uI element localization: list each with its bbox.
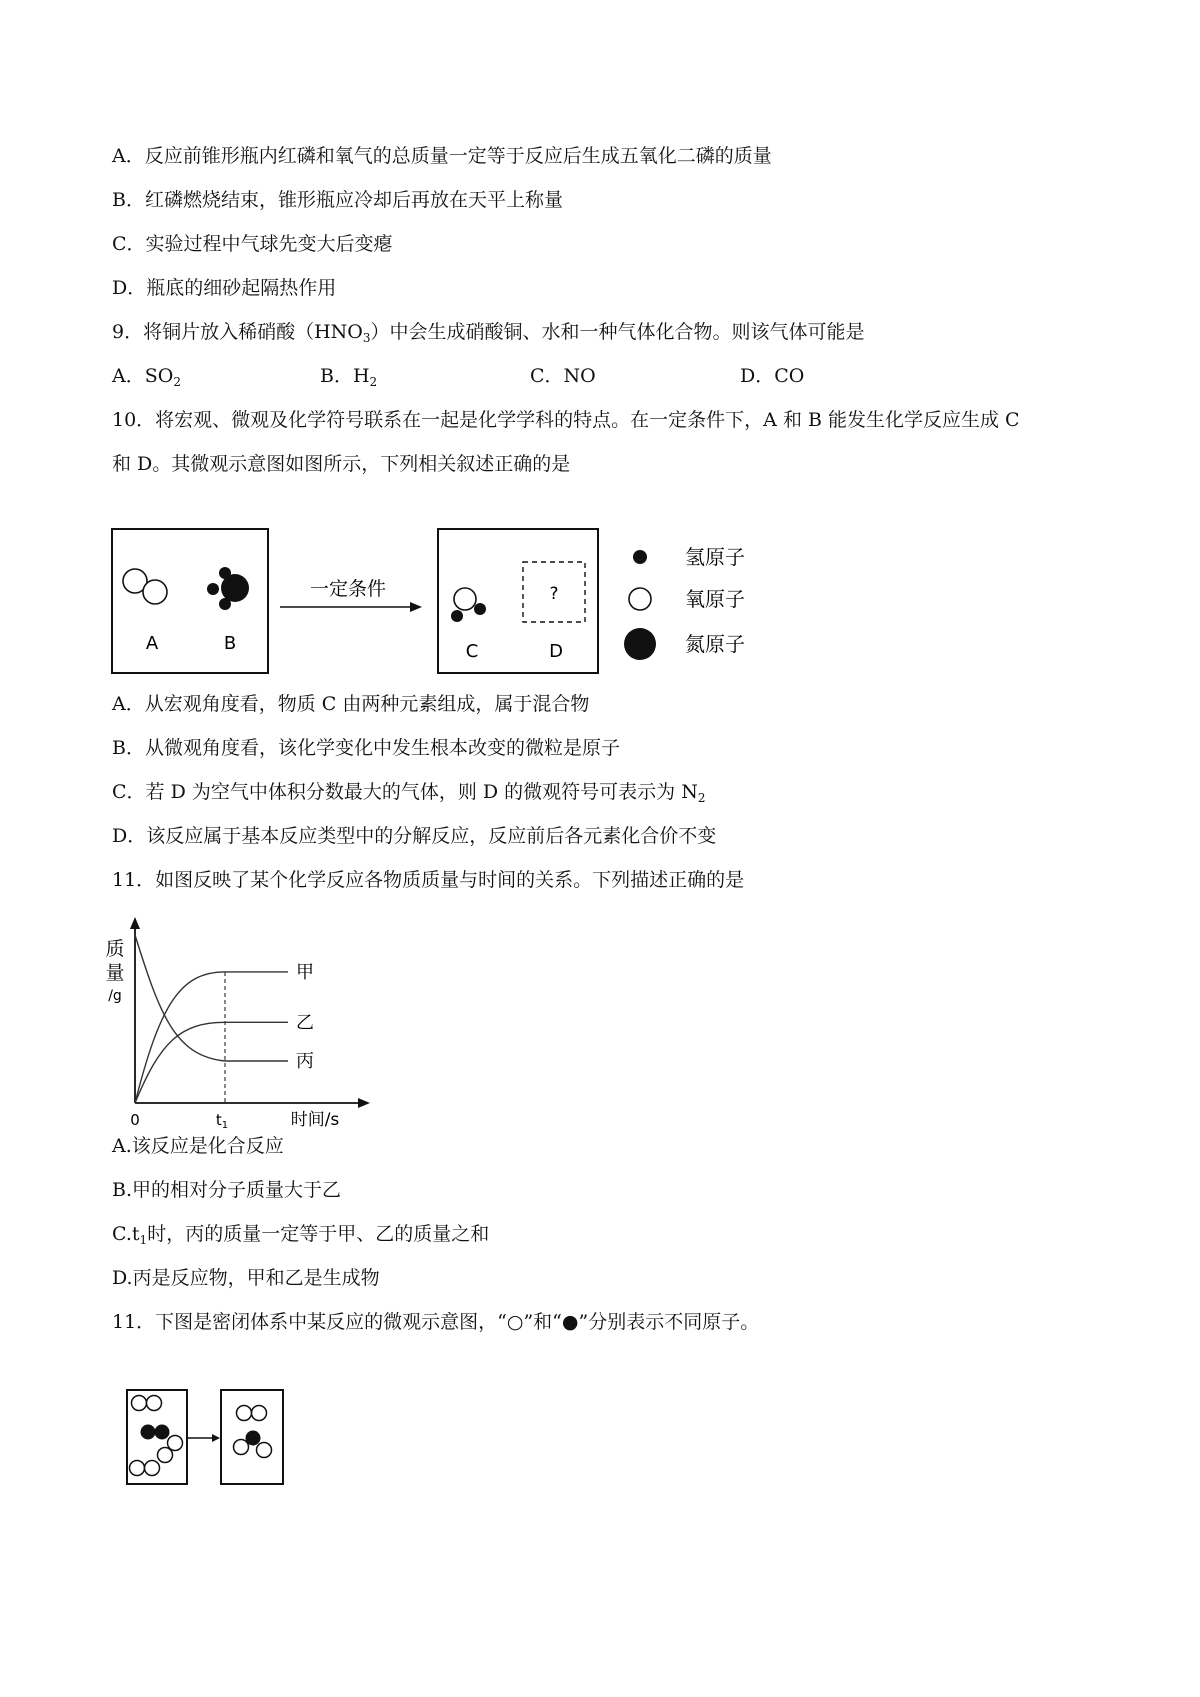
hydrogen-atom [474,603,486,615]
t1-label: $t_1$ [215,1111,229,1130]
x-axis-arrow [358,1098,370,1108]
q11a-option-a: A.该反应是化合反应 [112,1135,284,1157]
q11b-stem: 11．下图是密闭体系中某反应的微观示意图，“○”和“●”分别表示不同原子。 [112,1311,760,1333]
unknown-mark: ? [549,584,559,604]
q8-option-d: D．瓶底的细砂起隔热作用 [112,277,337,299]
q10-option-d: D．该反应属于基本反应类型中的分解反应，反应前后各元素化合价不变 [112,825,717,847]
white-atom [132,1396,147,1411]
label-b: B [223,633,237,654]
white-atom [237,1406,252,1421]
hydrogen-atom [451,610,463,622]
legend-hydrogen-icon [633,550,647,564]
black-atom [155,1425,170,1440]
white-atom [257,1443,272,1458]
q11a-option-b: B.甲的相对分子质量大于乙 [112,1179,342,1201]
white-atom [252,1406,267,1421]
y-axis-label-1: 质 [105,938,125,960]
y-axis-unit: /g [108,988,122,1004]
legend-nitrogen-label: 氮原子 [685,632,745,656]
q8-option-b: B．红磷燃烧结束，锥形瓶应冷却后再放在天平上称量 [112,189,563,211]
q10-micro-diagram [110,527,810,677]
hydrogen-atom [219,598,231,610]
q9-stem: 9．将铜片放入稀硝酸$(HNO_3)$中会生成硝酸铜、水和一种气体化合物。则该气体可能是 [112,321,865,345]
label-a: A [145,633,159,654]
series-label-1: 乙 [296,1012,314,1034]
black-atom [141,1425,156,1440]
label-d: D [549,641,563,662]
q11a-option-d: D.丙是反应物，甲和乙是生成物 [112,1267,380,1289]
q10-option-b: B．从微观角度看，该化学变化中发生根本改变的微粒是原子 [112,737,620,759]
series-line-2 [135,935,288,1061]
oxygen-atom [143,580,167,604]
reactant-box [112,529,268,673]
q8-option-c: C．实验过程中气球先变大后变瘪 [112,233,393,255]
white-atom [145,1461,160,1476]
white-atom [158,1448,173,1463]
mass-time-chart [105,915,385,1130]
y-axis-arrow [130,917,140,929]
origin-label: 0 [130,1111,140,1129]
q11b-micro-diagram [125,1388,305,1488]
hydrogen-atom [219,567,231,579]
arrow-head [410,602,422,612]
x-axis-label: 时间/s [290,1110,340,1130]
q11a-option-c: $C.t_1$时，丙的质量一定等于甲、乙的质量之和 [112,1223,490,1247]
legend-hydrogen-label: 氢原子 [685,545,745,569]
series-line-1 [135,1022,288,1103]
series-label-2: 丙 [296,1051,314,1072]
legend-oxygen-icon [629,588,651,610]
q11a-stem: 11．如图反映了某个化学反应各物质质量与时间的关系。下列描述正确的是 [112,869,745,891]
series-line-0 [135,972,288,1103]
q10-option-c: C．若 D 为空气中体积分数最大的气体，则 D 的微观符号可表示为 $N_2$ [112,781,706,805]
legend-oxygen-label: 氧原子 [685,587,745,611]
white-atom [168,1436,183,1451]
q10-stem-line2: 和 D。其微观示意图如图所示，下列相关叙述正确的是 [112,453,571,475]
oxygen-atom [454,588,476,610]
legend-nitrogen-icon [624,628,656,660]
q9-option-a: A．$SO_2$ [112,365,181,389]
arrow-head [212,1434,220,1442]
series-label-0: 甲 [296,961,314,983]
q9-option-c: C．NO [530,365,596,387]
white-atom [130,1461,145,1476]
q8-option-a: A．反应前锥形瓶内红磷和氧气的总质量一定等于反应后生成五氧化二磷的质量 [112,145,772,167]
q10-stem-line1: 10．将宏观、微观及化学符号联系在一起是化学学科的特点。在一定条件下，A 和 B 能发生化学反应生成 C [112,409,1020,431]
white-atom [147,1396,162,1411]
hydrogen-atom [207,583,219,595]
label-c: C [465,641,479,662]
q9-option-d: D．CO [740,365,805,387]
arrow-label: 一定条件 [309,578,387,600]
y-axis-label-2: 量 [105,962,125,984]
white-atom [234,1440,249,1455]
q10-option-a: A．从宏观角度看，物质 C 由两种元素组成，属于混合物 [112,693,590,715]
q9-option-b: B．$H_2$ [320,365,378,389]
